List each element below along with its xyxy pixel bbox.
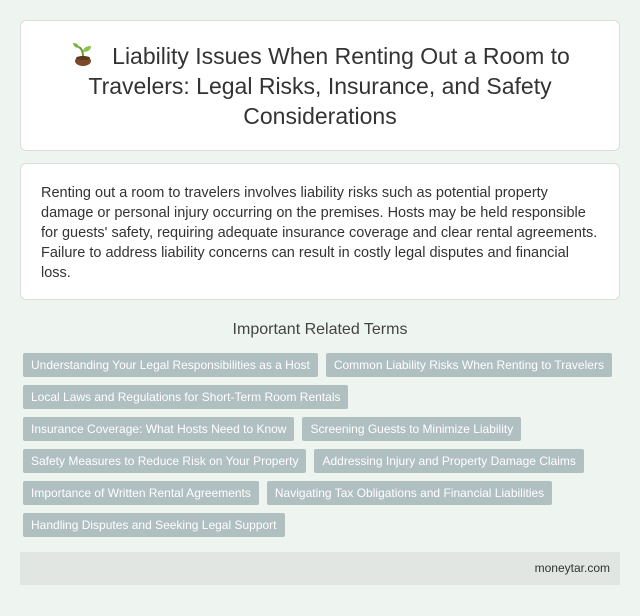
tag-row <box>23 353 623 377</box>
related-term-tag[interactable]: Insurance Coverage: What Hosts Need to Know <box>23 417 294 441</box>
related-term-tag[interactable]: Local Laws and Regulations for Short-Term Room Rentals <box>23 385 348 409</box>
related-term-tag[interactable]: Understanding Your Legal Responsibilities as a Host <box>23 353 318 377</box>
title-card <box>20 20 620 151</box>
related-term-tag[interactable]: Importance of Written Rental Agreements <box>23 481 259 505</box>
tag-row <box>23 513 623 537</box>
related-terms-list <box>23 353 623 545</box>
related-term-tag[interactable]: Handling Disputes and Seeking Legal Support <box>23 513 285 537</box>
related-term-tag[interactable]: Addressing Injury and Property Damage Claims <box>314 449 583 473</box>
sprout-icon <box>70 41 96 67</box>
tag-row <box>23 481 623 505</box>
related-terms-heading: Important Related Terms <box>232 321 408 338</box>
footer-site-link[interactable]: moneytar.com <box>534 561 610 575</box>
related-term-tag[interactable]: Common Liability Risks When Renting to Travelers <box>326 353 612 377</box>
tag-row <box>23 385 623 409</box>
tag-row <box>23 449 623 473</box>
related-term-tag[interactable]: Safety Measures to Reduce Risk on Your Property <box>23 449 306 473</box>
tag-row <box>23 417 623 441</box>
intro-card <box>20 163 620 300</box>
related-term-tag[interactable]: Screening Guests to Minimize Liability <box>302 417 521 441</box>
intro-paragraph: Renting out a room to travelers involves liability risks such as potential property damage or personal injury occurring on the premises. Hosts may be held responsible for guests' safety, requiring adequate insurance coverage and clear rental agreements. Failure to address liability concerns can result in costly legal disputes and financial loss. <box>41 185 598 281</box>
page-title-text: Liability Issues When Renting Out a Room to Travelers: Legal Risks, Insurance, and Safety Considerations <box>88 42 570 129</box>
page-title <box>21 41 619 131</box>
footer <box>20 552 620 585</box>
related-term-tag[interactable]: Navigating Tax Obligations and Financial Liabilities <box>267 481 552 505</box>
